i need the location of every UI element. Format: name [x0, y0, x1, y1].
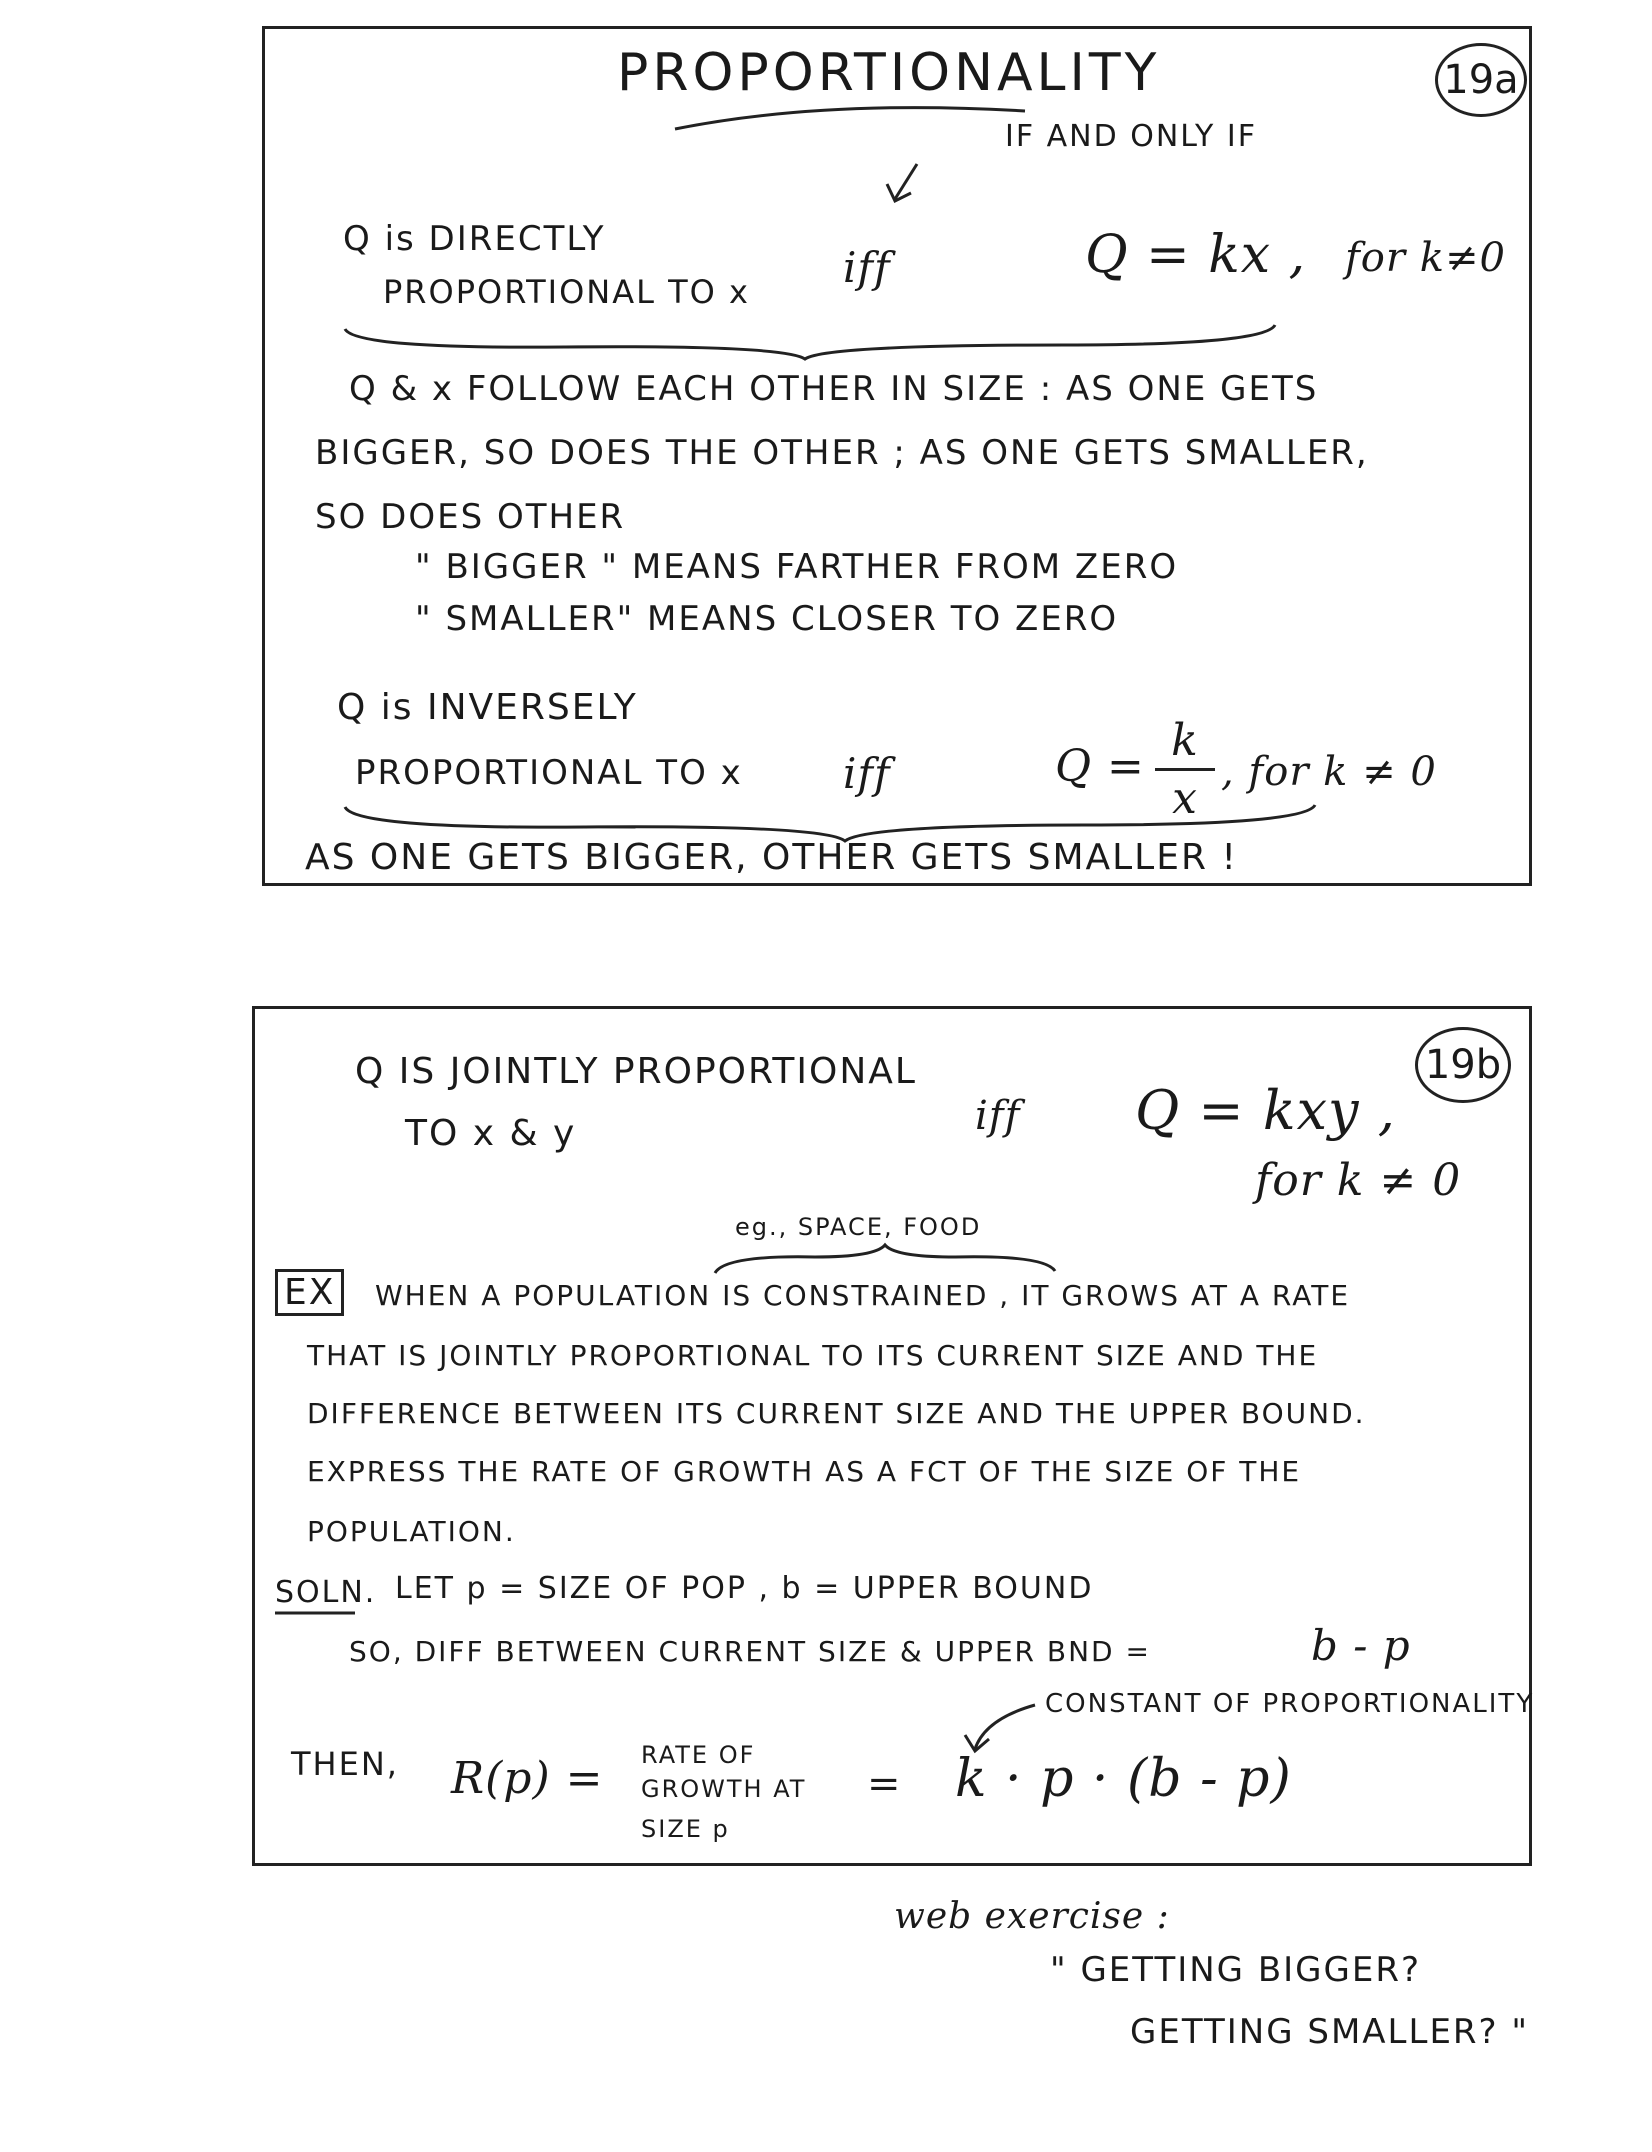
direct-formula: Q = kx , [1085, 225, 1307, 285]
page-title: PROPORTIONALITY [617, 43, 1161, 103]
inverse-condition: , for k ≠ 0 [1221, 749, 1437, 795]
inverse-explanation: AS ONE GETS BIGGER, OTHER GETS SMALLER ! [305, 837, 1238, 878]
final-formula: k · p · (b - p) [955, 1749, 1292, 1809]
smaller-definition: " SMALLER" MEANS CLOSER TO ZERO [415, 599, 1119, 639]
rate-desc-line3: SIZE p [641, 1815, 730, 1843]
inverse-fraction [1155, 715, 1215, 824]
rate-function: R(p) = [451, 1753, 604, 1804]
direct-iff: iff [843, 243, 891, 292]
inverse-q: Q = [1055, 741, 1145, 792]
joint-formula: Q = kxy , [1135, 1079, 1396, 1142]
iff-explanation: IF AND ONLY IF [1005, 119, 1257, 154]
fraction-bar [1155, 768, 1215, 771]
solution-difference: b - p [1311, 1621, 1411, 1670]
then-label: THEN, [291, 1745, 399, 1783]
rate-desc-line1: RATE OF [641, 1741, 756, 1769]
page-number-badge [1435, 43, 1527, 117]
rate-desc-line2: GROWTH AT [641, 1775, 807, 1803]
solution-line2: SO, DIFF BETWEEN CURRENT SIZE & UPPER BND = [349, 1635, 1151, 1668]
web-exercise-line2: " GETTING BIGGER? [1050, 1950, 1422, 1990]
equals-sign: = [867, 1761, 902, 1807]
example-line4: EXPRESS THE RATE OF GROWTH AS A FCT OF THE SIZE OF THE [307, 1455, 1302, 1488]
solution-label: SOLN. [275, 1575, 377, 1610]
solution-line1: LET p = SIZE OF POP , b = UPPER BOUND [395, 1571, 1094, 1606]
card-19b [252, 1006, 1535, 1866]
direct-definition-line1: Q is DIRECTLY [343, 219, 606, 259]
inverse-numerator: k [1171, 715, 1199, 766]
direct-explanation-line3: SO DOES OTHER [315, 497, 626, 537]
page-number-text: 19a [1443, 57, 1519, 103]
direct-explanation-line1: Q & x FOLLOW EACH OTHER IN SIZE : AS ONE GETS [349, 369, 1319, 409]
direct-definition-line2: PROPORTIONAL TO x [383, 273, 750, 311]
page-number-text: 19b [1424, 1042, 1502, 1088]
constant-note: CONSTANT OF PROPORTIONALITY [1045, 1689, 1535, 1719]
bigger-definition: " BIGGER " MEANS FARTHER FROM ZERO [415, 547, 1179, 587]
direct-explanation-line2: BIGGER, SO DOES THE OTHER ; AS ONE GETS SMALLER, [315, 433, 1369, 473]
card-19a [262, 26, 1532, 886]
joint-definition-line1: Q IS JOINTLY PROPORTIONAL [355, 1051, 917, 1092]
example-label: EX [275, 1269, 344, 1316]
example-line2: THAT IS JOINTLY PROPORTIONAL TO ITS CURRENT SIZE AND THE [307, 1339, 1319, 1372]
inverse-denominator: x [1172, 773, 1198, 824]
web-exercise-label: web exercise : [894, 1896, 1170, 1937]
example-note: eg., SPACE, FOOD [735, 1213, 982, 1241]
example-line3: DIFFERENCE BETWEEN ITS CURRENT SIZE AND THE UPPER BOUND. [307, 1397, 1366, 1430]
joint-iff: iff [975, 1093, 1021, 1139]
page-number-badge [1415, 1027, 1511, 1103]
joint-condition: for k ≠ 0 [1255, 1155, 1462, 1206]
web-exercise-line3: GETTING SMALLER? " [1130, 2012, 1530, 2052]
inverse-iff: iff [843, 749, 891, 798]
example-line5: POPULATION. [307, 1515, 516, 1548]
example-line1: WHEN A POPULATION IS CONSTRAINED , IT GROWS AT A RATE [375, 1279, 1351, 1312]
direct-condition: for k≠0 [1345, 235, 1506, 281]
inverse-definition-line1: Q is INVERSELY [337, 687, 638, 728]
inverse-definition-line2: PROPORTIONAL TO x [355, 753, 743, 793]
joint-definition-line2: TO x & y [405, 1113, 577, 1154]
